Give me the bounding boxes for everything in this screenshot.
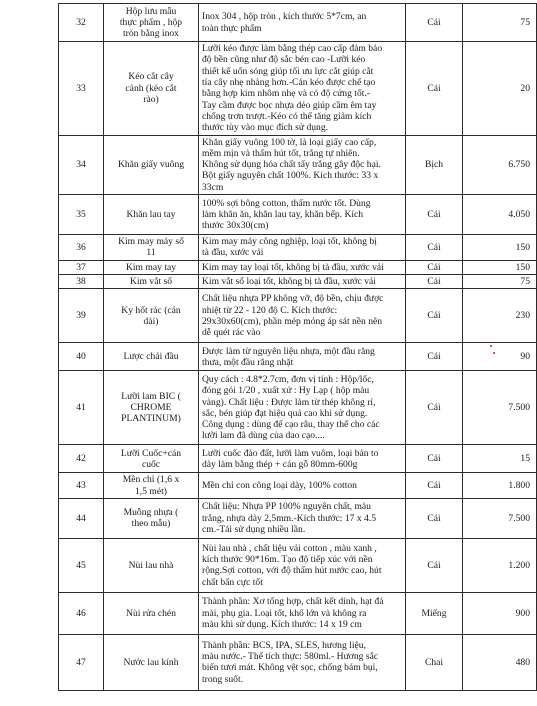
item-quantity: 1.200 xyxy=(463,538,537,592)
row-number: 44 xyxy=(59,498,104,538)
row-number: 36 xyxy=(59,235,104,261)
item-quantity: 6.750 xyxy=(463,135,537,195)
supply-table xyxy=(58,3,537,691)
row-number: 47 xyxy=(59,634,104,690)
item-description: Chất liệu: Nhựa PP 100% nguyên chất, màu trắng, nhựa dày 2,5mm.-Kích thước: 17 x 4.5 cm.-Tái sử dụng nhiều lần. xyxy=(199,498,406,538)
item-quantity: 150 xyxy=(463,260,537,274)
item-description: Thành phần: BCS, IPA, SLES, hương liệu, màu nước.- Thể tích thực: 580ml.- Hương sắc biển tươi mát. Không vệt sọc, chống bám bụi, trong suốt. xyxy=(199,634,406,690)
item-name: Kim vắt sổ xyxy=(104,275,199,289)
table-row xyxy=(59,275,537,289)
item-quantity: 7.500 xyxy=(463,498,537,538)
row-number: 46 xyxy=(59,592,104,634)
row-number: 40 xyxy=(59,343,104,371)
item-name: Lưỡi Cuốc+cán cuốc xyxy=(104,445,199,473)
item-name: Lược chải đầu xyxy=(104,343,199,371)
table-row xyxy=(59,634,537,690)
table-row xyxy=(59,4,537,42)
table-body xyxy=(59,4,537,691)
row-number: 43 xyxy=(59,473,104,499)
item-description: Lưỡi kéo được làm bằng thép cao cấp đảm bảo độ bền cũng như độ sắc bén cao -Lưỡi kéo thiết kế uốn sóng giúp tối ưu lực cắt giúp cắt tỉa cây nhẹ nhàng hơn.-Cán kéo được chế tạo bằng hợp kim nhôm nhẹ và có độ cứng tốt.- Tay cầm được bọc nhựa dẻo giúp cầm êm tay chống trơn trượt.-Kéo có thể tăng giảm kích thước tùy vào mục đích sử dụng. xyxy=(199,42,406,136)
item-unit: Bịch xyxy=(406,135,463,195)
row-number: 34 xyxy=(59,135,104,195)
item-unit: Cái xyxy=(406,473,463,499)
item-quantity: 1.800 xyxy=(463,473,537,499)
row-number: 39 xyxy=(59,289,104,343)
table-row xyxy=(59,260,537,274)
table-row xyxy=(59,235,537,261)
table-row xyxy=(59,343,537,371)
item-description: Mền chỉ con công loại dày, 100% cotton xyxy=(199,473,406,499)
item-description: Thành phần: Xơ tổng hợp, chất kết dính, hạt đá mài, phụ gia. Loại tốt, khổ lớn và không ra màu khi sử dụng. Kích thước: 14 x 19 cm xyxy=(199,592,406,634)
item-quantity: 75 xyxy=(463,4,537,42)
item-unit: Cái xyxy=(406,235,463,261)
item-name: Nước lau kính xyxy=(104,634,199,690)
margin-mark xyxy=(490,345,492,347)
item-quantity: 90 xyxy=(463,343,537,371)
item-unit: Cái xyxy=(406,275,463,289)
item-name: Mền chỉ (1,6 x 1,5 mét) xyxy=(104,473,199,499)
item-name: Nùi rửa chén xyxy=(104,592,199,634)
item-unit: Cái xyxy=(406,289,463,343)
table-row xyxy=(59,371,537,445)
row-number: 33 xyxy=(59,42,104,136)
item-description: Lưỡi cuốc đào đất, lưỡi làm vuôm, loại bản to dày làm bằng thép + cán gỗ 80mm-600g xyxy=(199,445,406,473)
item-description: Được làm từ nguyên liệu nhựa, một đầu răng thưa, một đầu răng nhặt xyxy=(199,343,406,371)
item-name: Lưỡi lam BIC ( CHROME PLANTINUM) xyxy=(104,371,199,445)
item-description: Nùi lau nhà , chất liệu vải cotton , màu xanh , kích thước 90*16m. Tạo độ tiếp xúc với nền rộng.Sợi cotton, với độ thấm hút nước cao, hút chất bẩn cực tốt xyxy=(199,538,406,592)
item-description: Kim may máy công nghiệp, loại tốt, không bị tà đầu, xước vải xyxy=(199,235,406,261)
item-unit: Cái xyxy=(406,42,463,136)
item-unit: Cái xyxy=(406,538,463,592)
row-number: 45 xyxy=(59,538,104,592)
item-quantity: 480 xyxy=(463,634,537,690)
item-description: Chất liệu nhựa PP không vỡ, độ bền, chịu được nhiệt từ 22 - 120 độ C. Kích thước: 29x30x60(cm), phần mép mỏng áp sát nền nên dễ quét rác vào xyxy=(199,289,406,343)
row-number: 38 xyxy=(59,275,104,289)
row-number: 42 xyxy=(59,445,104,473)
table-row xyxy=(59,538,537,592)
table-row xyxy=(59,473,537,499)
item-unit: Cái xyxy=(406,195,463,235)
item-description: Khăn giấy vuông 100 tờ, là loại giấy cao cấp, mềm mịn và thấm hút tốt, trắng tự nhiên. Không sử dụng hóa chất tẩy trắng gây độc hại. Bột giấy nguyên chất 100%. Kích thước: 33 x 33cm xyxy=(199,135,406,195)
item-name: Khăn giấy vuông xyxy=(104,135,199,195)
item-quantity: 75 xyxy=(463,275,537,289)
item-description: Kim vắt sổ loại tốt, không bị tà đầu, xước vải xyxy=(199,275,406,289)
item-description: Kim may tay loại tốt, không bị tà đầu, xước vải xyxy=(199,260,406,274)
item-unit: Cái xyxy=(406,260,463,274)
item-name: Kim may tay xyxy=(104,260,199,274)
item-name: Nùi lau nhà xyxy=(104,538,199,592)
table-row xyxy=(59,42,537,136)
table-row xyxy=(59,498,537,538)
item-quantity: 20 xyxy=(463,42,537,136)
item-name: Khăn lau tay xyxy=(104,195,199,235)
item-unit: Chai xyxy=(406,634,463,690)
item-unit: Miếng xyxy=(406,592,463,634)
item-description: Quy cách : 4.8*2.7cm, đơn vị tính : Hộp/lốc, đóng gói 1/20 , xuất xứ : Hy Lạp ( hộp màu vàng). Chất liệu : Được làm từ thép không rỉ, sắc, bén giúp đạt hiệu quả cao khi sử dụng. Công dụng : dùng để cạo râu, thay thế cho các lưỡi lam đã dùng của dao cạo.... xyxy=(199,371,406,445)
item-unit: Cái xyxy=(406,343,463,371)
row-number: 32 xyxy=(59,4,104,42)
item-quantity: 230 xyxy=(463,289,537,343)
item-unit: Cái xyxy=(406,445,463,473)
item-unit: Cái xyxy=(406,4,463,42)
item-description: Inox 304 , hộp tròn , kích thước 5*7cm, an toàn thực phẩm xyxy=(199,4,406,42)
item-quantity: 900 xyxy=(463,592,537,634)
row-number: 35 xyxy=(59,195,104,235)
item-name: Ky hốt rác (cán dài) xyxy=(104,289,199,343)
item-quantity: 150 xyxy=(463,235,537,261)
item-unit: Cái xyxy=(406,498,463,538)
item-name: Kéo cắt cây cảnh (kéo cắt rào) xyxy=(104,42,199,136)
item-quantity: 7.500 xyxy=(463,371,537,445)
item-description: 100% sợi bông cotton, thấm nước tốt. Dùng làm khăn ăn, khăn lau tay, khăn bếp. Kích thước 30x30(cm) xyxy=(199,195,406,235)
row-number: 37 xyxy=(59,260,104,274)
table-row xyxy=(59,592,537,634)
margin-mark xyxy=(493,352,495,354)
item-name: Kim may máy số 11 xyxy=(104,235,199,261)
item-unit: Cái xyxy=(406,371,463,445)
item-name: Hộp lưu mẫu thực phẩm , hộp tròn bằng inox xyxy=(104,4,199,42)
item-quantity: 15 xyxy=(463,445,537,473)
table-row xyxy=(59,289,537,343)
item-quantity: 4.050 xyxy=(463,195,537,235)
table-row xyxy=(59,135,537,195)
table-row xyxy=(59,445,537,473)
item-name: Muỗng nhựa ( theo mẫu) xyxy=(104,498,199,538)
row-number: 41 xyxy=(59,371,104,445)
table-row xyxy=(59,195,537,235)
